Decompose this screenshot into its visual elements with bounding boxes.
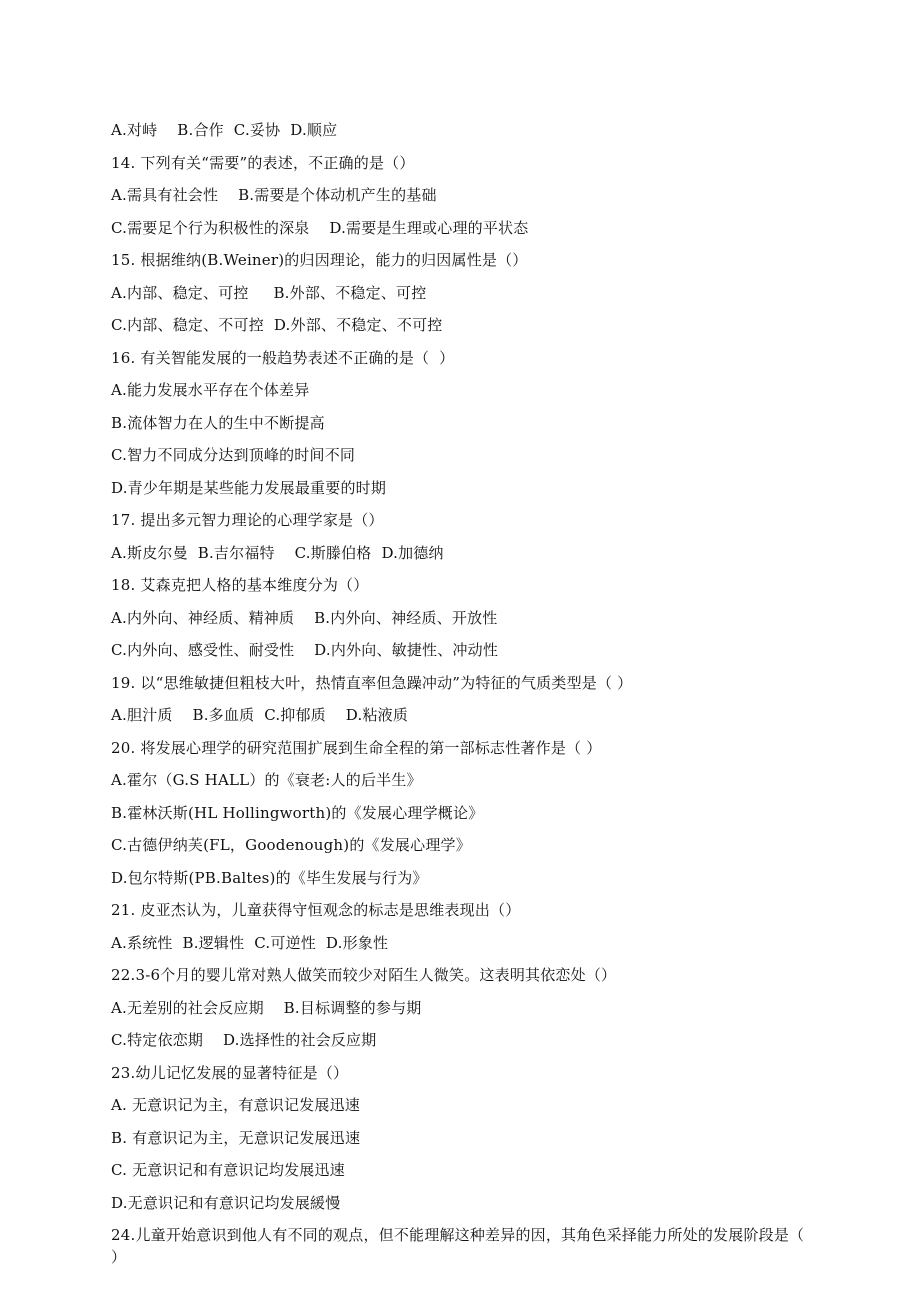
options-q19: A.胆汁质 B.多血质 C.抑郁质 D.粘液质 <box>111 706 409 724</box>
option-q16-a: A.能力发展水平存在个体差异 <box>111 381 310 399</box>
question-22: 22.3-6个月的婴儿常对熟人做笑而较少对陌生人微笑。这表明其依恋处（） <box>111 966 617 984</box>
options-q22-ab: A.无差别的社会反应期 B.目标调整的参与期 <box>111 998 422 1017</box>
option-q20-b: B.霍林沃斯(HL Hollingworth)的《发展心理学概论》 <box>111 803 484 822</box>
question-16: 16. 有关智能发展的一般趋势表述不正确的是（ ） <box>111 348 455 367</box>
option-q23-d: D.无意识记和有意识记均发展緩慢 <box>111 1193 341 1212</box>
option-q16-d: D.青少年期是某些能力发展最重要的时期 <box>111 478 387 497</box>
options-q15-cd: C.内部、稳定、不可控 D.外部、不稳定、不可控 <box>111 316 443 334</box>
option-q23-a: A. 无意识记为主，有意识记发展迅速 <box>111 1096 360 1114</box>
option-q20-a: A.霍尔（G.S HALL）的《衰老:人的后半生》 <box>111 771 422 789</box>
options-q21: A.系统性 B.逻辑性 C.可逆性 D.形象性 <box>111 933 389 952</box>
option-q20-d: D.包尔特斯(PB.Baltes)的《毕生发展与行为》 <box>111 868 428 887</box>
options-q18-cd: C.内外向、感受性、耐受性 D.内外向、敏捷性、冲动性 <box>111 641 499 659</box>
question-21: 21. 皮亚杰认为，儿童获得守恒观念的标志是思维表现出（） <box>111 901 521 919</box>
option-q16-c: C.智力不同成分达到顶峰的时间不同 <box>111 446 356 464</box>
question-17: 17. 提出多元智力理论的心理学家是（） <box>111 511 384 529</box>
options-q18-ab: A.内外向、神经质、精神质 B.内外向、神经质、开放性 <box>111 608 498 627</box>
option-q23-c: C. 无意识记和有意识记均发展迅速 <box>111 1161 345 1179</box>
question-19: 19. 以“思维敏捷但粗枝大叶，热情直率但急躁冲动”为特征的气质类型是（ ） <box>111 673 633 692</box>
question-20: 20. 将发展心理学的研究范围扩展到生命全程的第一部标志性著作是（ ） <box>111 738 602 757</box>
options-q22-cd: C.特定依恋期 D.选择性的社会反应期 <box>111 1031 377 1049</box>
question-24: 24.儿童开始意识到他人有不同的观点，但不能理解这种差异的因，其角色采择能力所处的发展阶段是（ ） <box>111 1226 805 1266</box>
options-q15-ab: A.内部、稳定、可控 B.外部、不稳定、可控 <box>111 283 427 302</box>
options-q14-cd: C.需要足个行为积极性的深泉 D.需要是生理或心理的平状态 <box>111 218 529 237</box>
exam-page <box>111 114 811 1268</box>
question-18: 18. 艾森克把人格的基本维度分为（） <box>111 576 369 594</box>
options-q17: A.斯皮尔曼 B.吉尔福特 C.斯滕伯格 D.加德纳 <box>111 543 444 562</box>
question-23: 23.幼儿记忆发展的显著特征是（） <box>111 1063 349 1082</box>
option-q23-b: B. 有意识记为主，无意识记发展迅速 <box>111 1128 361 1147</box>
question-15: 15. 根据维纳(B.Weiner)的归因理论，能力的归因属性是（） <box>111 251 528 269</box>
question-14: 14. 下列有关“需要”的表述，不正确的是（） <box>111 153 415 172</box>
options-q13: A.对峙 B.合作 C.妥协 D.顺应 <box>111 121 338 139</box>
option-q20-c: C.古德伊纳芙(FL，Goodenough)的《发展心理学》 <box>111 836 471 854</box>
option-q16-b: B.流体智力在人的生中不断提高 <box>111 413 325 432</box>
options-q14-ab: A.需具有社会性 B.需要是个体动机产生的基础 <box>111 186 437 204</box>
